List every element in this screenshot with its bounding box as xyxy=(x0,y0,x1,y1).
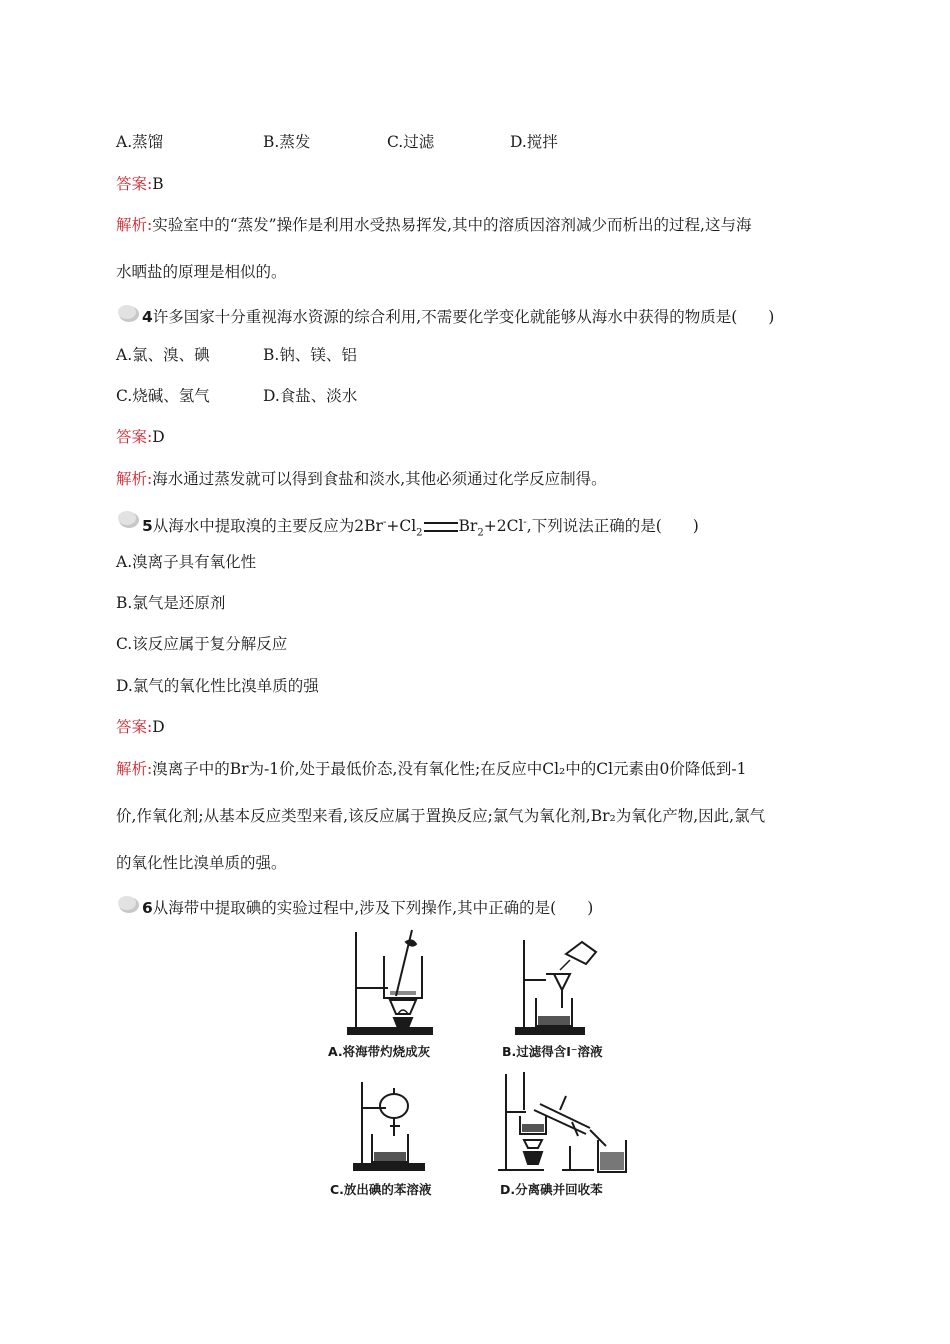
question-marker-icon xyxy=(116,895,140,915)
answer-label: 答案: xyxy=(116,175,153,193)
answer-line xyxy=(116,427,165,447)
question-number: 5 xyxy=(142,517,153,536)
question-number: 6 xyxy=(142,899,153,917)
answer-line xyxy=(116,717,165,737)
answer-line xyxy=(116,174,164,194)
answer-label: 答案: xyxy=(116,718,153,736)
option-d: D.氯气的氧化性比溴单质的强 xyxy=(116,677,319,695)
question-stem xyxy=(142,307,774,327)
analysis-label: 解析: xyxy=(116,760,153,778)
apparatus-d-figure xyxy=(494,1070,634,1176)
stem-sup: - xyxy=(382,517,387,528)
analysis-text: 实验室中的“蒸发”操作是利用水受热易挥发,其中的溶质因溶剂减少而析出的过程,这与海 xyxy=(152,216,752,234)
apparatus-c-figure xyxy=(350,1078,450,1172)
answer-value: D xyxy=(152,428,165,446)
option-a: A.氯、溴、碘 xyxy=(116,346,210,364)
analysis-text-cont: 的氧化性比溴单质的强。 xyxy=(116,854,287,872)
option-d: D.食盐、淡水 xyxy=(263,387,358,405)
option-b: B.钠、镁、铝 xyxy=(263,346,357,364)
equals-sign-icon xyxy=(424,522,458,532)
analysis-label: 解析: xyxy=(116,216,153,234)
answer-value: D xyxy=(152,718,165,736)
option-a: A.蒸馏 xyxy=(116,133,164,151)
analysis-line xyxy=(116,759,747,779)
question-text: 许多国家十分重视海水资源的综合利用,不需要化学变化就能够从海水中获得的物质是( ) xyxy=(152,308,775,326)
apparatus-b-figure xyxy=(510,936,610,1036)
stem-part: +Cl xyxy=(386,517,417,536)
analysis-text-cont: 水晒盐的原理是相似的。 xyxy=(116,263,287,281)
stem-part: +2Cl xyxy=(483,517,524,536)
question-marker-icon xyxy=(116,304,140,324)
caption-d: D.分离碘并回收苯 xyxy=(500,1182,603,1197)
option-c: C.过滤 xyxy=(387,133,435,151)
analysis-line xyxy=(116,215,751,235)
option-a: A.溴离子具有氧化性 xyxy=(116,553,257,571)
analysis-text: 溴离子中的Br为-1价,处于最低价态,没有氧化性;在反应中Cl₂中的Cl元素由0价降低到-1 xyxy=(152,760,747,778)
option-c: C.烧碱、氢气 xyxy=(116,387,210,405)
option-b: B.氯气是还原剂 xyxy=(116,594,226,612)
option-b: B.蒸发 xyxy=(263,133,311,151)
question-stem xyxy=(142,898,593,918)
caption-b: B.过滤得含I⁻溶液 xyxy=(502,1044,603,1059)
caption-a: A.将海带灼烧成灰 xyxy=(328,1044,431,1059)
question-text: 从海带中提取碘的实验过程中,涉及下列操作,其中正确的是( ) xyxy=(152,899,594,917)
answer-value: B xyxy=(152,175,164,193)
analysis-text: 海水通过蒸发就可以得到食盐和淡水,其他必须通过化学反应制得。 xyxy=(152,470,607,488)
question-stem xyxy=(142,513,699,543)
question-marker-icon xyxy=(116,510,140,530)
stem-part: ,下列说法正确的是( ) xyxy=(526,517,699,536)
stem-part: 从海水中提取溴的主要反应为2Br xyxy=(152,517,383,536)
question-number: 4 xyxy=(142,308,153,326)
option-c: C.该反应属于复分解反应 xyxy=(116,635,288,653)
analysis-label: 解析: xyxy=(116,470,153,488)
option-d: D.搅拌 xyxy=(510,133,558,151)
stem-sup: - xyxy=(523,517,527,528)
stem-sub: 2 xyxy=(416,527,423,539)
stem-sub: 2 xyxy=(477,527,484,539)
analysis-line xyxy=(116,469,607,489)
analysis-text-cont: 价,作氧化剂;从基本反应类型来看,该反应属于置换反应;氯气为氧化剂,Br₂为氧化产物,因此,氯气 xyxy=(116,807,766,825)
apparatus-a-figure xyxy=(340,928,440,1036)
caption-c: C.放出碘的苯溶液 xyxy=(330,1182,432,1197)
stem-part: Br xyxy=(458,517,478,536)
answer-label: 答案: xyxy=(116,428,153,446)
